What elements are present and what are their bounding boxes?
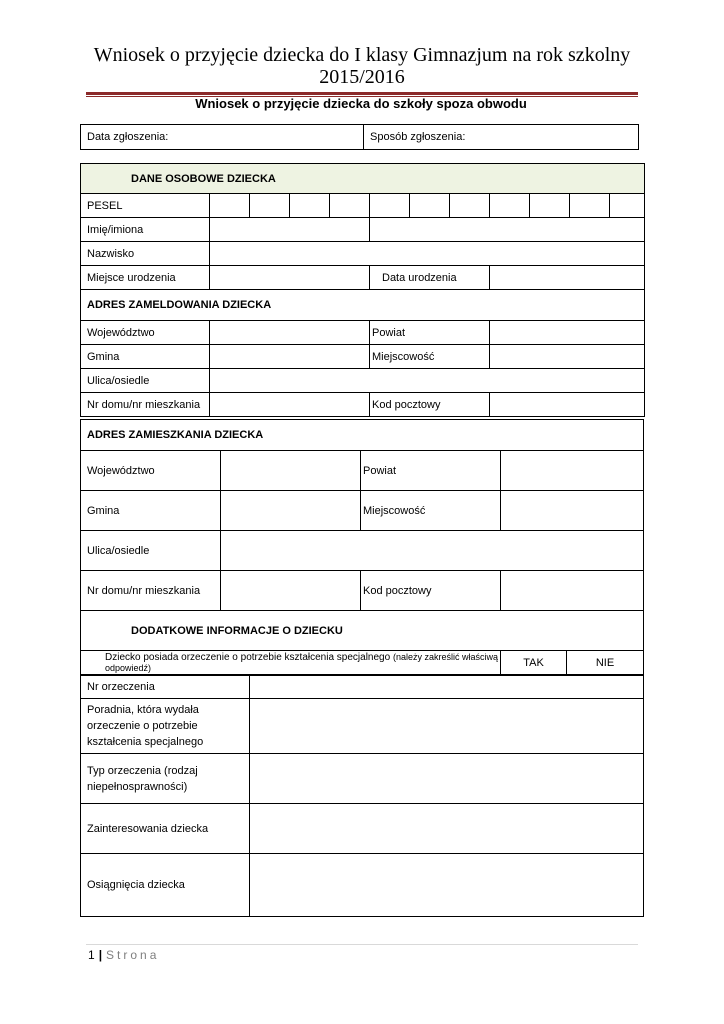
footer-separator: | [98, 948, 103, 962]
footer-rule [86, 944, 638, 945]
zmsz-kod-label: Kod pocztowy [361, 571, 501, 611]
pesel-digit-11[interactable] [610, 194, 645, 218]
pesel-digit-7[interactable] [450, 194, 490, 218]
form-subtitle: Wniosek o przyjęcie dziecka do szkoły spoza obwodu [195, 96, 527, 111]
zam-kod-field[interactable] [490, 393, 645, 417]
zam-miejscowosc-field[interactable] [490, 345, 645, 369]
nazwisko-field[interactable] [210, 242, 645, 266]
data-urodzenia-label: Data urodzenia [370, 266, 490, 290]
zainteresowania-label: Zainteresowania dziecka [81, 804, 250, 854]
zmsz-nr-domu-field[interactable] [221, 571, 361, 611]
miejsce-urodzenia-label: Miejsce urodzenia [81, 266, 210, 290]
pesel-digit-3[interactable] [290, 194, 330, 218]
miejsce-urodzenia-field[interactable] [210, 266, 370, 290]
zmsz-powiat-label: Powiat [361, 451, 501, 491]
typ-orzeczenia-field[interactable] [250, 754, 644, 804]
pesel-digit-9[interactable] [530, 194, 570, 218]
orzeczenie-note: (należy zakreślić właściwą odpowiedź) [105, 652, 498, 673]
residence-table [80, 419, 644, 676]
zam-ulica-label: Ulica/osiedle [81, 369, 210, 393]
pesel-digit-8[interactable] [490, 194, 530, 218]
title-line-1: Wniosek o przyjęcie dziecka do I klasy Gimnazjum na rok szkolny [93, 44, 631, 66]
zmsz-gmina-field[interactable] [221, 491, 361, 531]
zmsz-nr-domu-label: Nr domu/nr mieszkania [81, 571, 221, 611]
pesel-digit-5[interactable] [370, 194, 410, 218]
zmsz-ulica-field[interactable] [221, 531, 644, 571]
pesel-digit-6[interactable] [410, 194, 450, 218]
imie-field-1[interactable] [210, 218, 370, 242]
zam-wojewodztwo-field[interactable] [210, 321, 370, 345]
nr-orzeczenia-field[interactable] [250, 675, 644, 699]
nazwisko-label: Nazwisko [81, 242, 210, 266]
imie-field-2[interactable] [370, 218, 645, 242]
pesel-label: PESEL [81, 194, 210, 218]
zam-miejscowosc-label: Miejscowość [370, 345, 490, 369]
page-number: 1 [88, 948, 95, 962]
sposob-zgloszenia-field[interactable]: Sposób zgłoszenia: [364, 125, 639, 150]
zam-ulica-field[interactable] [210, 369, 645, 393]
data-urodzenia-field[interactable] [490, 266, 645, 290]
page-footer [88, 948, 159, 962]
dodatkowe-heading: DODATKOWE INFORMACJE O DZIECKU [81, 611, 644, 651]
title-rule [86, 92, 638, 95]
zameldowanie-heading: ADRES ZAMELDOWANIA DZIECKA [81, 290, 645, 321]
zam-powiat-field[interactable] [490, 321, 645, 345]
zmsz-wojewodztwo-field[interactable] [221, 451, 361, 491]
dane-osobowe-heading: DANE OSOBOWE DZIECKA [81, 164, 645, 194]
zmsz-wojewodztwo-label: Województwo [81, 451, 221, 491]
zam-wojewodztwo-label: Województwo [81, 321, 210, 345]
zam-nr-domu-label: Nr domu/nr mieszkania [81, 393, 210, 417]
typ-orzeczenia-label: Typ orzeczenia (rodzaj niepełnosprawności) [81, 754, 250, 804]
zmsz-powiat-field[interactable] [501, 451, 644, 491]
zam-nr-domu-field[interactable] [210, 393, 370, 417]
zmsz-kod-field[interactable] [501, 571, 644, 611]
orzeczenie-question-text: Dziecko posiada orzeczenie o potrzebie kształcenia specjalnego [105, 652, 391, 663]
tak-option[interactable]: TAK [501, 651, 567, 676]
osiagniecia-field[interactable] [250, 854, 644, 917]
zam-powiat-label: Powiat [370, 321, 490, 345]
zmsz-miejscowosc-label: Miejscowość [361, 491, 501, 531]
poradnia-field[interactable] [250, 699, 644, 754]
zam-gmina-field[interactable] [210, 345, 370, 369]
nr-orzeczenia-label: Nr orzeczenia [81, 675, 250, 699]
title-line-2: 2015/2016 [319, 66, 405, 88]
pesel-digit-1[interactable] [210, 194, 250, 218]
zam-kod-label: Kod pocztowy [370, 393, 490, 417]
imie-label: Imię/imiona [81, 218, 210, 242]
zam-gmina-label: Gmina [81, 345, 210, 369]
data-zgloszenia-field[interactable]: Data zgłoszenia: [81, 125, 364, 150]
nie-option[interactable]: NIE [567, 651, 644, 676]
details-table [80, 674, 644, 917]
pesel-digit-4[interactable] [330, 194, 370, 218]
osiagniecia-label: Osiągnięcia dziecka [81, 854, 250, 917]
pesel-digit-10[interactable] [570, 194, 610, 218]
personal-data-table [80, 163, 645, 417]
zamieszkanie-heading: ADRES ZAMIESZKANIA DZIECKA [81, 420, 644, 451]
zmsz-ulica-label: Ulica/osiedle [81, 531, 221, 571]
orzeczenie-question [81, 651, 501, 676]
zainteresowania-field[interactable] [250, 804, 644, 854]
zmsz-gmina-label: Gmina [81, 491, 221, 531]
zmsz-miejscowosc-field[interactable] [501, 491, 644, 531]
pesel-digit-2[interactable] [250, 194, 290, 218]
poradnia-label: Poradnia, która wydała orzeczenie o potrzebie kształcenia specjalnego [81, 699, 250, 754]
submission-table [80, 124, 639, 150]
footer-page-word: Strona [106, 948, 160, 962]
document-title [60, 44, 664, 88]
